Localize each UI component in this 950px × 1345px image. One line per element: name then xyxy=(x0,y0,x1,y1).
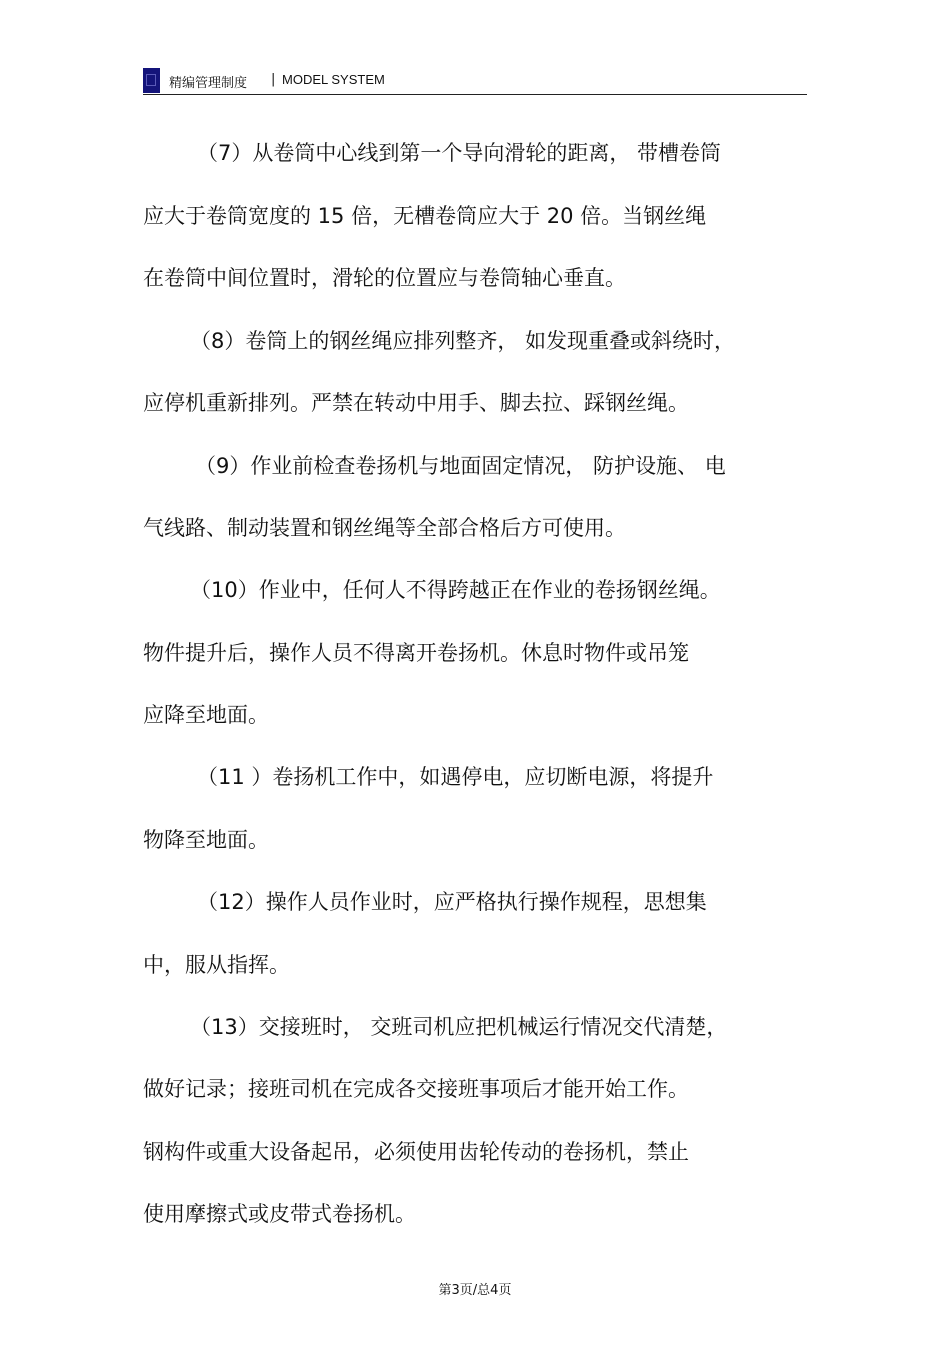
header-divider xyxy=(143,94,807,95)
text-line: （12）操作人员作业时，应严格执行操作规程，思想集 xyxy=(197,890,707,914)
text-line: 应降至地面。 xyxy=(143,703,269,727)
page-header xyxy=(143,66,807,94)
text-line: 中，服从指挥。 xyxy=(143,953,290,977)
text-line: （7）从卷筒中心线到第一个导向滑轮的距离， 带槽卷筒 xyxy=(197,141,722,165)
text-line: （11 ）卷扬机工作中，如遇停电，应切断电源，将提升 xyxy=(197,765,714,789)
text-line: （13）交接班时， 交班司机应把机械运行情况交代清楚， xyxy=(190,1015,728,1039)
text-line: 在卷筒中间位置时，滑轮的位置应与卷筒轴心垂直。 xyxy=(143,266,626,290)
text-line: （10）作业中，任何人不得跨越正在作业的卷扬钢丝绳。 xyxy=(190,578,721,602)
text-line: （8）卷筒上的钢丝绳应排列整齐， 如发现重叠或斜绕时， xyxy=(190,329,736,353)
text-line: 应大于卷筒宽度的 15 倍，无槽卷筒应大于 20 倍。当钢丝绳 xyxy=(143,204,707,228)
logo-icon xyxy=(143,68,160,93)
text-line: 物件提升后，操作人员不得离开卷扬机。休息时物件或吊笼 xyxy=(143,641,689,665)
text-line: 应停机重新排列。严禁在转动中用手、脚去拉、踩钢丝绳。 xyxy=(143,391,689,415)
text-line: 钢构件或重大设备起吊，必须使用齿轮传动的卷扬机，禁止 xyxy=(143,1140,689,1164)
text-line: 做好记录；接班司机在完成各交接班事项后才能开始工作。 xyxy=(143,1077,689,1101)
header-subtitle: MODEL SYSTEM xyxy=(282,72,385,87)
text-line: 气线路、制动装置和钢丝绳等全部合格后方可使用。 xyxy=(143,516,626,540)
text-line: 物降至地面。 xyxy=(143,828,269,852)
text-line: 使用摩擦式或皮带式卷扬机。 xyxy=(143,1202,416,1226)
page-number: 第3页/总4页 xyxy=(438,1283,512,1298)
header-title: 精编管理制度 xyxy=(169,76,248,91)
text-line: （9）作业前检查卷扬机与地面固定情况， 防护设施、 电 xyxy=(195,454,726,478)
header-separator: | xyxy=(271,72,276,87)
